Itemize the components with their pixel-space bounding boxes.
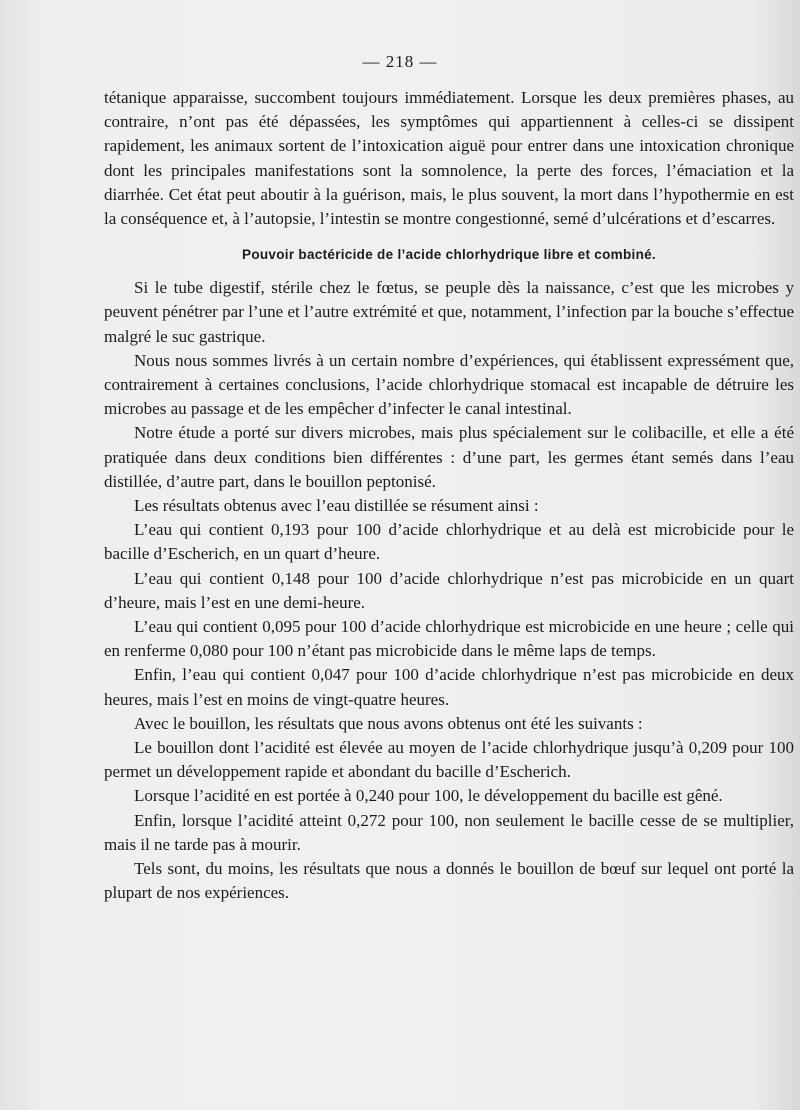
paragraph: L’eau qui contient 0,095 pour 100 d’acide chlorhydrique est microbicide en une heure ; celle qui en renferme 0,080 pour 100 n’étant pas microbicide dans le même laps de temps. — [104, 617, 794, 661]
paragraph: Notre étude a porté sur divers microbes, mais plus spécialement sur le colibacille, et elle a été pratiquée dans deux conditions bien différentes : d’une part, les germes étant semés dans l’eau distillée, d’autre part, dans le bouillon peptonisé. — [104, 423, 794, 491]
body-text — [104, 86, 794, 906]
paragraph: Avec le bouillon, les résultats que nous avons obtenus ont été les suivants : — [134, 713, 643, 733]
section-gap — [104, 231, 794, 247]
paragraph: Enfin, lorsque l’acidité atteint 0,272 pour 100, non seulement le bacille cesse de se multiplier, mais il ne tarde pas à mourir. — [104, 810, 794, 854]
page-number: — 218 — — [362, 52, 438, 71]
section-heading: Pouvoir bactéricide de l’acide chlorhydrique libre et combiné. — [242, 247, 656, 263]
paragraph: Les résultats obtenus avec l’eau distillée se résument ainsi : — [134, 496, 539, 516]
paragraph: Le bouillon dont l’acidité est élevée au moyen de l’acide chlorhydrique jusqu’à 0,209 pour 100 permet un développement rapide et abondant du bacille d’Escherich. — [104, 738, 794, 782]
paragraph: Enfin, l’eau qui contient 0,047 pour 100 d’acide chlorhydrique n’est pas microbicide en deux heures, mais l’est en moins de vingt-quatre heures. — [104, 665, 794, 709]
paragraph: Lorsque l’acidité en est portée à 0,240 pour 100, le développement du bacille est gêné. — [134, 786, 723, 806]
paragraph: Tels sont, du moins, les résultats que nous a donnés le bouillon de bœuf sur lequel ont porté la plupart de nos expériences. — [104, 859, 794, 903]
paragraph: L’eau qui contient 0,148 pour 100 d’acide chlorhydrique n’est pas microbicide en un quart d’heure, mais l’est en une demi-heure. — [104, 568, 794, 612]
paragraph: L’eau qui contient 0,193 pour 100 d’acide chlorhydrique et au delà est microbicide pour le bacille d’Escherich, en un quart d’heure. — [104, 520, 794, 564]
paragraph: Nous nous sommes livrés à un certain nombre d’expériences, qui établissent expressément que, contrairement à certaines conclusions, l’acide chlorhydrique stomacal est incapable de détruire les microbes au passage et de les empêcher d’infecter le canal intestinal. — [104, 350, 794, 419]
paragraph: Si le tube digestif, stérile chez le fœtus, se peuple dès la naissance, c’est que les microbes y peuvent pénétrer par l’une et l’autre extrémité et que, notamment, l’infection par la bouche s’effectue malgré le suc gastrique. — [104, 278, 794, 346]
paragraph-continuation: tétanique apparaisse, succombent toujours immédiatement. Lorsque les deux premières phases, au contraire, n’ont pas été dépassées, les symptômes qui appartiennent à celles-ci se dissipent rapidement, les animaux sortent de l’intoxication aiguë pour entrer dans une intoxication chronique dont les principales manifestations sont la somnolence, la perte des forces, l’émaciation et la diarrhée. Cet état peut aboutir à la guérison, mais, le plus souvent, la mort dans l’hypothermie en est la conséquence et, à l’autopsie, l’intestin se montre congestionné, semé d’ulcérations et d’escarres. — [104, 88, 794, 229]
